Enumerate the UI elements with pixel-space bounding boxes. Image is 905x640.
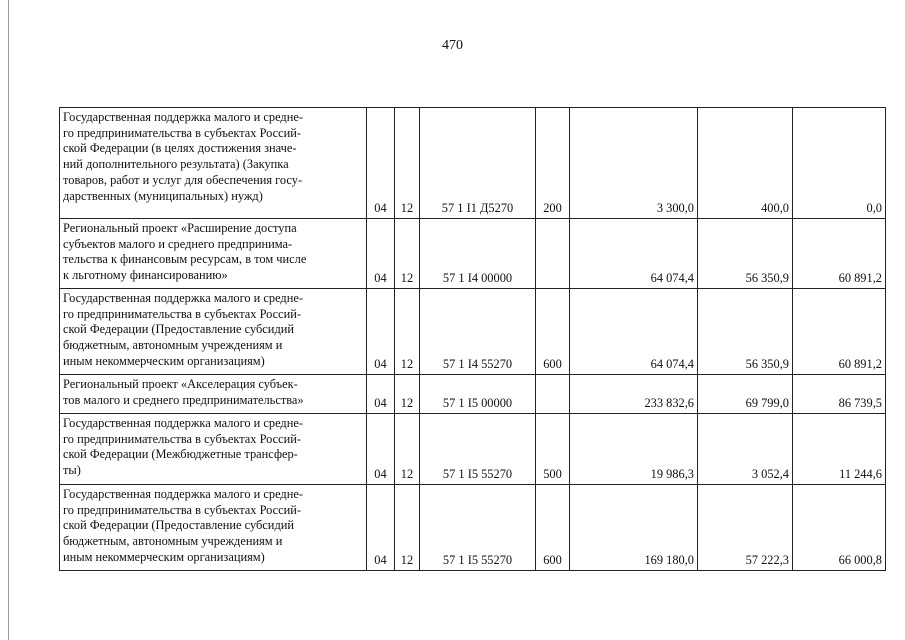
amount-year2-cell: 56 350,9: [698, 219, 793, 289]
row-name-line: Региональный проект «Расширение доступа: [63, 221, 297, 235]
target-article-cell: 57 1 I5 55270: [420, 414, 536, 485]
table-row: [60, 108, 886, 219]
target-article-cell: 57 1 I5 00000: [420, 375, 536, 414]
amount-year2-cell: 57 222,3: [698, 485, 793, 571]
row-name-line: тельства к финансовым ресурсам, в том числе: [63, 252, 307, 267]
row-name-line: бюджетным, автономным учреждениям и: [63, 338, 283, 353]
amount-year2-cell: 69 799,0: [698, 375, 793, 414]
section-code-cell: 04: [367, 289, 395, 375]
row-name-line: ской Федерации (в целях достижения значе-: [63, 141, 297, 156]
amount-year1-cell: 19 986,3: [570, 414, 698, 485]
section-code-cell: 04: [367, 485, 395, 571]
row-name-line: Государственная поддержка малого и средне-: [63, 110, 303, 124]
subsection-code-cell: 12: [395, 375, 420, 414]
target-article-cell: 57 1 I1 Д5270: [420, 108, 536, 219]
amount-year3-cell: 11 244,6: [793, 414, 886, 485]
row-name-line: ской Федерации (Предоставление субсидий: [63, 518, 295, 533]
subsection-code-cell: 12: [395, 289, 420, 375]
amount-year1-cell: 169 180,0: [570, 485, 698, 571]
target-article-cell: 57 1 I4 55270: [420, 289, 536, 375]
expense-type-cell: 600: [536, 289, 570, 375]
amount-year3-cell: 66 000,8: [793, 485, 886, 571]
row-name-line: дарственных (муниципальных) нужд): [63, 188, 263, 203]
amount-year2-cell: 400,0: [698, 108, 793, 219]
row-name-line: ской Федерации (Межбюджетные трансфер-: [63, 447, 298, 462]
scan-edge-line: [8, 0, 9, 640]
amount-year1-cell: 64 074,4: [570, 289, 698, 375]
row-name-line: иным некоммерческим организациям): [63, 549, 265, 564]
table-row: [60, 289, 886, 375]
row-name-cell: [60, 219, 367, 289]
amount-year2-cell: 56 350,9: [698, 289, 793, 375]
row-name-line: Региональный проект «Акселерация субъек-: [63, 377, 298, 391]
row-name-cell: [60, 414, 367, 485]
page-number: 470: [442, 38, 463, 53]
target-article-cell: 57 1 I4 00000: [420, 219, 536, 289]
row-name-cell: [60, 108, 367, 219]
row-name-line: ской Федерации (Предоставление субсидий: [63, 322, 295, 337]
target-article-cell: 57 1 I5 55270: [420, 485, 536, 571]
row-name-cell: [60, 289, 367, 375]
subsection-code-cell: 12: [395, 219, 420, 289]
row-name-line: товаров, работ и услуг для обеспечения госу-: [63, 172, 303, 187]
table-row: [60, 414, 886, 485]
row-name-line: иным некоммерческим организациям): [63, 353, 265, 368]
row-name-line: го предпринимательства в субъектах Россий-: [63, 125, 302, 140]
row-name-line: ний дополнительного результата) (Закупка: [63, 157, 289, 172]
section-code-cell: 04: [367, 414, 395, 485]
row-name-cell: [60, 485, 367, 571]
section-code-cell: 04: [367, 219, 395, 289]
expense-type-cell: 600: [536, 485, 570, 571]
row-name-line: ты): [63, 463, 81, 478]
amount-year3-cell: 0,0: [793, 108, 886, 219]
row-name-line: го предпринимательства в субъектах Россий-: [63, 431, 302, 446]
row-name-line: к льготному финансированию»: [63, 268, 228, 283]
table-row: [60, 219, 886, 289]
section-code-cell: 04: [367, 108, 395, 219]
expense-type-cell: 200: [536, 108, 570, 219]
expense-type-cell: [536, 219, 570, 289]
amount-year1-cell: 64 074,4: [570, 219, 698, 289]
budget-table: [59, 107, 886, 571]
amount-year3-cell: 60 891,2: [793, 219, 886, 289]
row-name-line: Государственная поддержка малого и средне-: [63, 487, 303, 501]
section-code-cell: 04: [367, 375, 395, 414]
subsection-code-cell: 12: [395, 485, 420, 571]
row-name-line: Государственная поддержка малого и средне-: [63, 291, 303, 305]
row-name-line: го предпринимательства в субъектах Россий-: [63, 306, 302, 321]
table-body: [60, 108, 886, 571]
subsection-code-cell: 12: [395, 108, 420, 219]
amount-year3-cell: 60 891,2: [793, 289, 886, 375]
row-name-cell: [60, 375, 367, 414]
expense-type-cell: 500: [536, 414, 570, 485]
amount-year1-cell: 3 300,0: [570, 108, 698, 219]
row-name-line: субъектов малого и среднего предпринима-: [63, 236, 293, 251]
row-name-line: го предпринимательства в субъектах Россий-: [63, 502, 302, 517]
subsection-code-cell: 12: [395, 414, 420, 485]
table-row: [60, 375, 886, 414]
expense-type-cell: [536, 375, 570, 414]
row-name-line: Государственная поддержка малого и средне-: [63, 416, 303, 430]
table-row: [60, 485, 886, 571]
amount-year1-cell: 233 832,6: [570, 375, 698, 414]
row-name-line: тов малого и среднего предпринимательства»: [63, 392, 304, 407]
row-name-line: бюджетным, автономным учреждениям и: [63, 534, 283, 549]
amount-year3-cell: 86 739,5: [793, 375, 886, 414]
amount-year2-cell: 3 052,4: [698, 414, 793, 485]
